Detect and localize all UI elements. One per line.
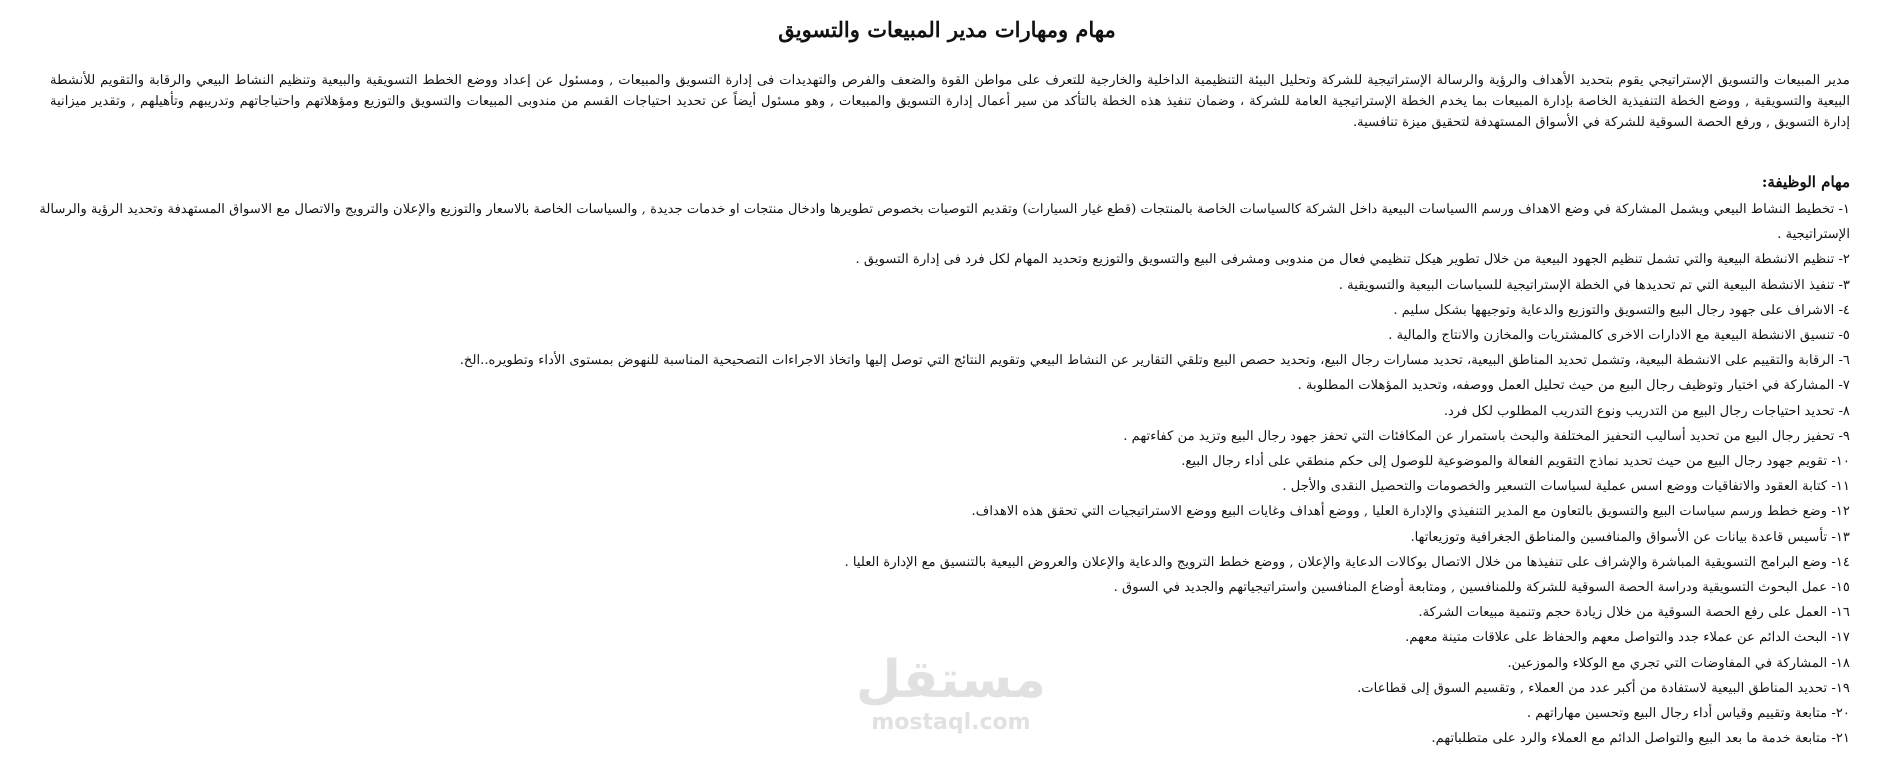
document-title: مهام ومهارات مدير المبيعات والتسويق	[778, 17, 1116, 42]
task-item: ٢٠- متابعة وتقييم وقياس أداء رجال البيع وتحسين مهاراتهم .	[1526, 706, 1850, 722]
task-item: ٣- تنفيذ الانشطة البيعية التي تم تحديدها في الخطة الإستراتيجية للسياسات البيعية والتسويقية .	[1338, 277, 1850, 293]
intro-paragraph: مدير المبيعات والتسويق الإستراتيجي يقوم بتحديد الأهداف والرؤية والرسالة الإستراتيجية للشركة وتحليل البيئة التنظيمية الداخلية والخارجية للتعرف على مواطن القوة والضعف والفرص والتهديدات فى إدارة التسويق والمبيعات , ومسئول عن إعداد ووضع الخطط التسويقية والبيعية وتنظيم النشاط البيعي والرقابة والتقويم للأنشطة البيعية والتسويقية , ووضع الخطة التنفيذية الخاصة بإدارة المبيعات بما يخدم الخطة الإستراتيجية العامة للشركة ، وضمان تنفيذ هذه الخطة بالتأكد من سير أعمال إدارة التسويق والمبيعات , وهو مسئول أيضاً عن تحديد احتياجات القسم من مندوبى المبيعات والتسويق والتوزيع ومؤهلاتهم واحتياجاتهم وتدريبهم وتأهيلهم , وتقدير ميزانية إدارة التسويق , ورفع الحصة السوقية للشركة في الأسواق المستهدفة لتحقيق ميزة تنافسية.	[50, 73, 1850, 131]
task-item: ٧- المشاركة في اختيار وتوظيف رجال البيع من حيث تحليل العمل ووصفه، وتحديد المؤهلات المطلوبة .	[1297, 378, 1850, 394]
task-item: ١٥- عمل البحوث التسويقية ودراسة الحصة السوقية للشركة وللمنافسين , ومتابعة أوضاع المنافسين واستراتيجياتهم والجديد في السوق .	[1113, 580, 1850, 596]
task-item: ١٦- العمل على رفع الحصة السوقية من خلال زيادة حجم وتنمية مبيعات الشركة.	[1418, 605, 1850, 621]
task-item: ١٨- المشاركة في المفاوضات التي تجري مع الوكلاء والموزعين.	[1507, 655, 1850, 671]
task-item: ٩- تحفيز رجال البيع من تحديد أساليب التحفيز المختلفة والبحث باستمرار عن المكافئات التي تحفز جهود رجال البيع وتزيد من كفاءتهم .	[1123, 428, 1850, 444]
task-item: ١٤- وضع البرامج التسويقية المباشرة والإشراف على تنفيذها من خلال الاتصال بوكالات الدعاية والإعلان , ووضع خطط الترويج والدعاية والإعلان والعروض البيعية بالتنسيق مع الإدارة العليا .	[844, 554, 1850, 570]
task-item: ١٣- تأسيس قاعدة بيانات عن الأسواق والمنافسين والمناطق الجغرافية وتوزيعاتها.	[1410, 529, 1850, 545]
task-item: ١- تخطيط النشاط البيعي ويشمل المشاركة في وضع الاهداف ورسم االسياسات البيعية داخل الشركة كالسياسات الخاصة بالمنتجات (قطع غيار السيارات) وتقديم التوصيات بخصوص تطويرها وادخال منتجات او خدمات جديدة , والسياسات الخاصة بالاسعار والتوزيع والإعلان والترويج والاتصال مع الاسواق المستهدفة وتحديد الرؤية والرسالة الإستراتيجية .	[39, 202, 1850, 243]
task-item: ٢- تنظيم الانشطة البيعية والتي تشمل تنظيم الجهود البيعية من خلال تطوير هيكل تنظيمي فعال من مندوبى ومشرفى البيع والتسويق والتوزيع وتحديد المهام لكل فرد فى إدارة التسويق .	[855, 252, 1850, 268]
task-item: ٦- الرقابة والتقييم على الانشطة البيعية، وتشمل تحديد المناطق البيعية، تحديد مسارات رجال البيع، وتحديد حصص البيع وتلقي التقارير عن النشاط البيعي وتقويم النتائج التي توصل إليها واتخاذ الاجراءات التصحيحية المناسبة للنهوض بمستوى الأداء وتطويره..الخ.	[459, 353, 1850, 369]
task-item: ١٠- تقويم جهود رجال البيع من حيث تحديد نماذج التقويم الفعالة والموضوعية للوصول إلى حكم منطقي على أداء رجال البيع.	[1181, 454, 1850, 470]
watermark-arabic-text: مستقل	[855, 650, 1047, 710]
task-item: ٢١- متابعة خدمة ما بعد البيع والتواصل الدائم مع العملاء والرد على متطلباتهم.	[1431, 731, 1850, 747]
task-item: ١٩- تحديد المناطق البيعية لاستفادة من أكبر عدد من العملاء , وتقسيم السوق إلى قطاعات.	[1357, 680, 1850, 696]
tasks-list	[38, 197, 1850, 751]
task-item: ١٧- البحث الدائم عن عملاء جدد والتواصل معهم والحفاظ على علاقات متينة معهم.	[1405, 630, 1850, 646]
task-item: ٤- الاشراف على جهود رجال البيع والتسويق والتوزيع والدعاية وتوجيهها بشكل سليم .	[1393, 302, 1850, 318]
task-item: ١٢- وضع خطط ورسم سياسات البيع والتسويق بالتعاون مع المدير التنفيذي والإدارة العليا , ووضع أهداف وغايات البيع ووضع الاستراتيجيات التي تحقق هذه الاهداف.	[971, 504, 1850, 520]
watermark-latin-text: mostaql.com	[871, 710, 1031, 735]
tasks-heading: مهام الوظيفة:	[1761, 173, 1850, 191]
task-item: ٥- تنسيق الانشطة البيعية مع الادارات الاخرى كالمشتريات والمخازن والانتاج والمالية .	[1388, 328, 1850, 344]
task-item: ٨- تحديد احتياجات رجال البيع من التدريب ونوع التدريب المطلوب لكل فرد.	[1443, 403, 1850, 419]
task-item: ١١- كتابة العقود والاتفاقيات ووضع اسس عملية لسياسات التسعير والخصومات والتحصيل النقدى والأجل .	[1282, 479, 1850, 495]
